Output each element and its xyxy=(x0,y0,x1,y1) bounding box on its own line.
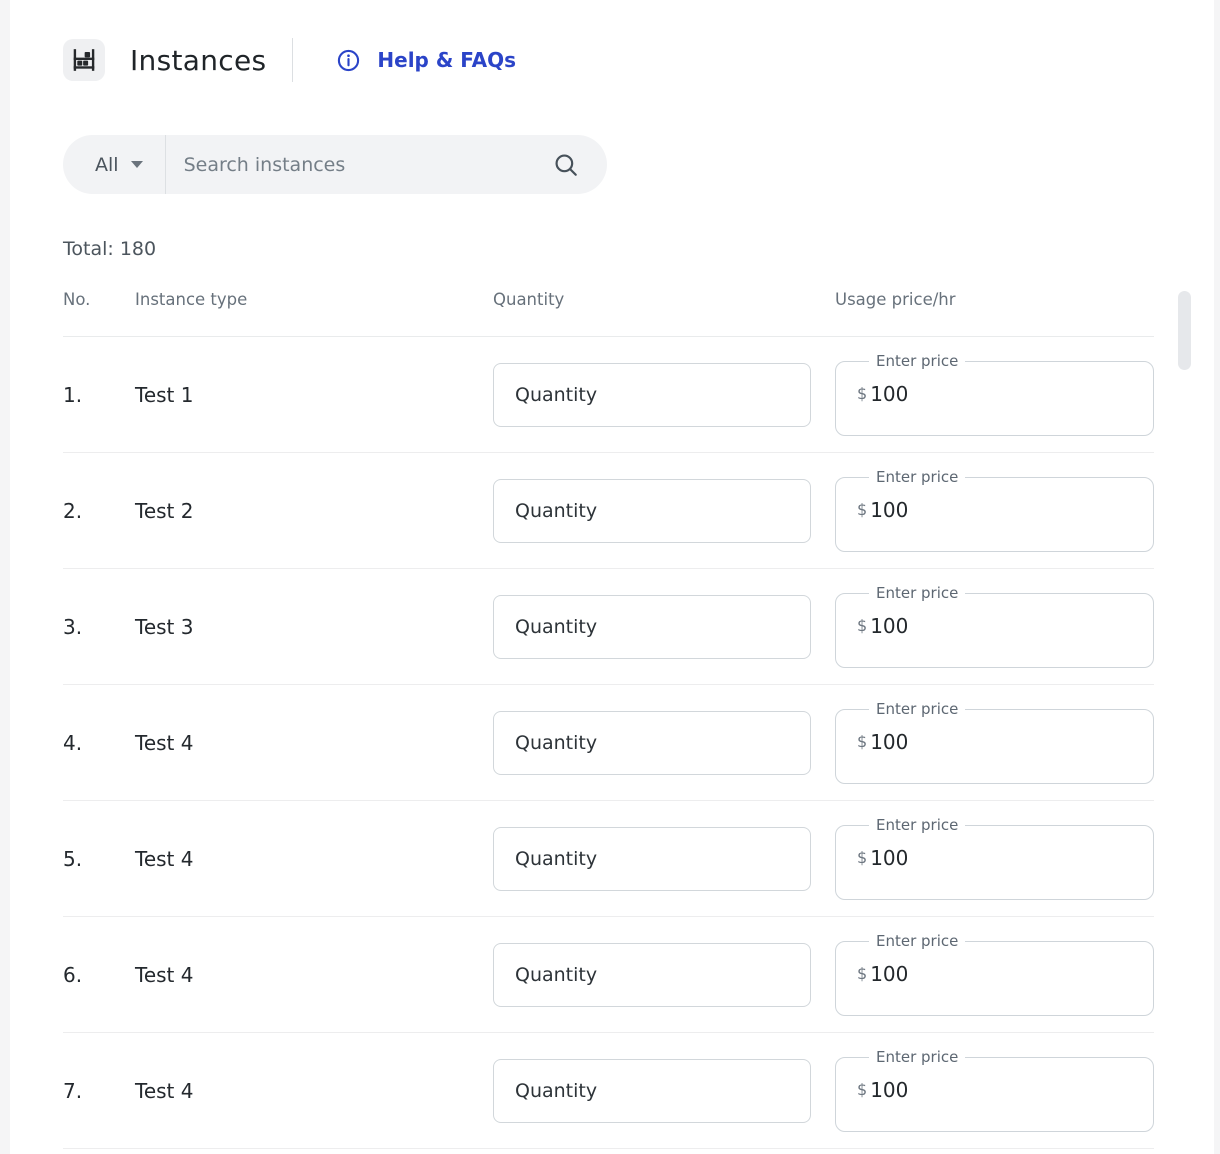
price-field-label: Enter price xyxy=(876,467,959,486)
instance-type-label: Test 3 xyxy=(135,614,194,639)
app-icon-box xyxy=(63,39,105,81)
price-input[interactable] xyxy=(870,1078,1143,1102)
help-faqs-label: Help & FAQs xyxy=(377,48,516,72)
scrollbar-thumb[interactable] xyxy=(1178,291,1191,370)
instance-type-label: Test 4 xyxy=(135,846,194,871)
table-row xyxy=(63,917,1154,1033)
search-filter-value: All xyxy=(95,153,119,176)
price-field-label: Enter price xyxy=(876,1047,959,1066)
search-icon[interactable] xyxy=(553,152,579,178)
instance-type-label: Test 2 xyxy=(135,498,194,523)
price-input[interactable] xyxy=(870,846,1143,870)
quantity-input[interactable] xyxy=(493,479,811,543)
price-input[interactable] xyxy=(870,498,1143,522)
currency-symbol: $ xyxy=(857,1080,868,1099)
table-header xyxy=(63,290,1154,337)
shelf-rack-icon xyxy=(71,47,97,73)
quantity-input[interactable] xyxy=(493,943,811,1007)
price-field xyxy=(835,931,1154,1016)
header-divider xyxy=(292,38,293,82)
price-field-label: Enter price xyxy=(876,815,959,834)
currency-symbol: $ xyxy=(857,500,868,519)
price-field xyxy=(835,1047,1154,1132)
row-number: 6. xyxy=(63,962,83,987)
row-number: 5. xyxy=(63,846,83,871)
price-field-label: Enter price xyxy=(876,583,959,602)
price-field xyxy=(835,351,1154,436)
quantity-input[interactable] xyxy=(493,711,811,775)
currency-symbol: $ xyxy=(857,732,868,751)
table-row xyxy=(63,685,1154,801)
currency-symbol: $ xyxy=(857,616,868,635)
table-row xyxy=(63,801,1154,917)
price-field xyxy=(835,815,1154,900)
table-row xyxy=(63,569,1154,685)
info-circle-icon xyxy=(337,49,360,72)
currency-symbol: $ xyxy=(857,384,868,403)
price-field xyxy=(835,699,1154,784)
instance-type-label: Test 4 xyxy=(135,1078,194,1103)
price-field-label: Enter price xyxy=(876,931,959,950)
price-input[interactable] xyxy=(870,614,1143,638)
quantity-input[interactable] xyxy=(493,595,811,659)
table-row xyxy=(63,1033,1154,1149)
instance-type-label: Test 4 xyxy=(135,730,194,755)
price-input[interactable] xyxy=(870,962,1143,986)
quantity-input[interactable] xyxy=(493,1059,811,1123)
price-input[interactable] xyxy=(870,730,1143,754)
row-number: 2. xyxy=(63,498,83,523)
price-field-label: Enter price xyxy=(876,351,959,370)
column-header-usage-price: Usage price/hr xyxy=(835,290,956,309)
instances-page xyxy=(10,0,1214,1154)
search-input[interactable] xyxy=(184,154,553,176)
quantity-input[interactable] xyxy=(493,363,811,427)
help-faqs-link[interactable] xyxy=(337,48,516,72)
search-bar-divider xyxy=(165,135,166,194)
column-header-no: No. xyxy=(63,290,91,309)
caret-down-icon xyxy=(131,161,143,168)
price-field xyxy=(835,467,1154,552)
row-number: 4. xyxy=(63,730,83,755)
price-input[interactable] xyxy=(870,382,1143,406)
page-header xyxy=(63,0,1154,82)
search-filter-dropdown[interactable] xyxy=(95,154,143,176)
total-count: Total: 180 xyxy=(63,238,157,260)
table-row xyxy=(63,337,1154,453)
search-bar xyxy=(63,135,607,194)
row-number: 1. xyxy=(63,382,83,407)
page-title: Instances xyxy=(130,43,267,77)
row-number: 7. xyxy=(63,1078,83,1103)
quantity-input[interactable] xyxy=(493,827,811,891)
row-number: 3. xyxy=(63,614,83,639)
instance-type-label: Test 1 xyxy=(135,382,194,407)
table-row xyxy=(63,453,1154,569)
price-field-label: Enter price xyxy=(876,699,959,718)
column-header-quantity: Quantity xyxy=(493,290,565,309)
price-field xyxy=(835,583,1154,668)
column-header-instance-type: Instance type xyxy=(135,290,248,309)
currency-symbol: $ xyxy=(857,964,868,983)
table-body xyxy=(63,337,1154,1149)
currency-symbol: $ xyxy=(857,848,868,867)
instance-type-label: Test 4 xyxy=(135,962,194,987)
